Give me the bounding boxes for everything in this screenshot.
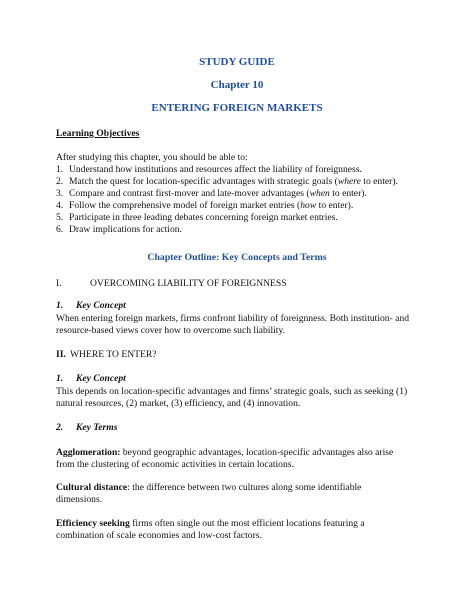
objective-emphasis: where — [337, 176, 361, 187]
term-cultural-distance — [56, 482, 426, 494]
term-name: Cultural distance — [56, 482, 128, 493]
term-definition: : the difference between two cultures along some identifiable — [127, 482, 362, 493]
section-1-paragraph-line-2: resource-based views cover how to overcome such liability. — [56, 325, 286, 336]
study-guide-title: STUDY GUIDE — [199, 56, 275, 68]
objective-number: 3. — [56, 188, 64, 199]
chapter-number: Chapter 10 — [210, 79, 264, 91]
objective-item — [56, 200, 426, 212]
objective-text-end: to enter). — [316, 200, 354, 211]
objective-number: 4. — [56, 200, 64, 211]
section-1-paragraph-line-1: When entering foreign markets, firms confront liability of foreignness. Both institution- and — [56, 313, 410, 324]
term-agglomeration — [56, 447, 426, 459]
subheading-title: Key Concept — [76, 373, 126, 384]
term-cultural-distance-line-2: dimensions. — [56, 494, 103, 505]
section-2-title: WHERE TO ENTER? — [70, 349, 157, 360]
term-name: Agglomeration: — [56, 447, 121, 458]
section-1-number: I. — [56, 278, 62, 289]
objective-text-end: to enter). — [360, 176, 398, 187]
objective-text: Participate in three leading debates concerning foreign market entries. — [69, 212, 338, 223]
learning-objectives-heading: Learning Objectives — [56, 128, 140, 139]
objective-text: Follow the comprehensive model of foreign market entries ( — [69, 200, 301, 211]
objective-text: Draw implications for action. — [69, 224, 182, 235]
objective-item — [56, 176, 426, 188]
term-efficiency-seeking-line-2: combination of scale economies and low-cost factors. — [56, 530, 262, 541]
section-2-paragraph-line-1: This depends on location-specific advantages and firms’ strategic goals, such as seeking (1) — [56, 386, 408, 397]
term-efficiency-seeking — [56, 518, 426, 530]
subheading-title: Key Terms — [76, 422, 118, 433]
section-2-paragraph-line-2: natural resources, (2) market, (3) efficiency, and (4) innovation. — [56, 398, 301, 409]
chapter-title: ENTERING FOREIGN MARKETS — [151, 102, 323, 114]
objective-text-end: to enter). — [329, 188, 367, 199]
objective-number: 1. — [56, 164, 64, 175]
objective-text: Compare and contrast first-mover and late-mover advantages ( — [69, 188, 310, 199]
objective-item — [56, 164, 426, 176]
objective-text: Match the quest for location-specific advantages with strategic goals ( — [69, 176, 338, 187]
section-2-subheading-2 — [56, 422, 426, 434]
chapter-outline-heading: Chapter Outline: Key Concepts and Terms — [147, 252, 327, 263]
subheading-number: 1. — [56, 300, 64, 311]
section-2-heading — [56, 349, 426, 361]
subheading-title: Key Concept — [76, 300, 126, 311]
objective-emphasis: how — [300, 200, 317, 211]
term-name: Efficiency seeking — [56, 518, 130, 529]
section-1-title: OVERCOMING LIABILITY OF FOREIGNNESS — [90, 278, 287, 289]
objectives-intro: After studying this chapter, you should be able to: — [56, 152, 248, 163]
objectives-list — [56, 164, 426, 236]
objective-item — [56, 224, 426, 236]
objective-text: Understand how institutions and resources affect the liability of foreignness. — [69, 164, 362, 175]
section-2-number: II. — [56, 349, 66, 360]
objective-item — [56, 188, 426, 200]
objective-number: 2. — [56, 176, 64, 187]
subheading-number: 2. — [56, 422, 64, 433]
objective-emphasis: when — [309, 188, 330, 199]
section-1-subheading — [56, 300, 426, 312]
subheading-number: 1. — [56, 373, 64, 384]
section-2-subheading-1 — [56, 373, 426, 385]
section-1-heading — [56, 278, 426, 290]
term-definition: beyond geographic advantages, location-specific advantages also arise — [120, 447, 394, 458]
objective-item — [56, 212, 426, 224]
term-definition: firms often single out the most efficient locations featuring a — [129, 518, 365, 529]
term-agglomeration-line-2: from the clustering of economic activities in certain locations. — [56, 459, 294, 470]
objective-number: 6. — [56, 224, 64, 235]
objective-number: 5. — [56, 212, 64, 223]
